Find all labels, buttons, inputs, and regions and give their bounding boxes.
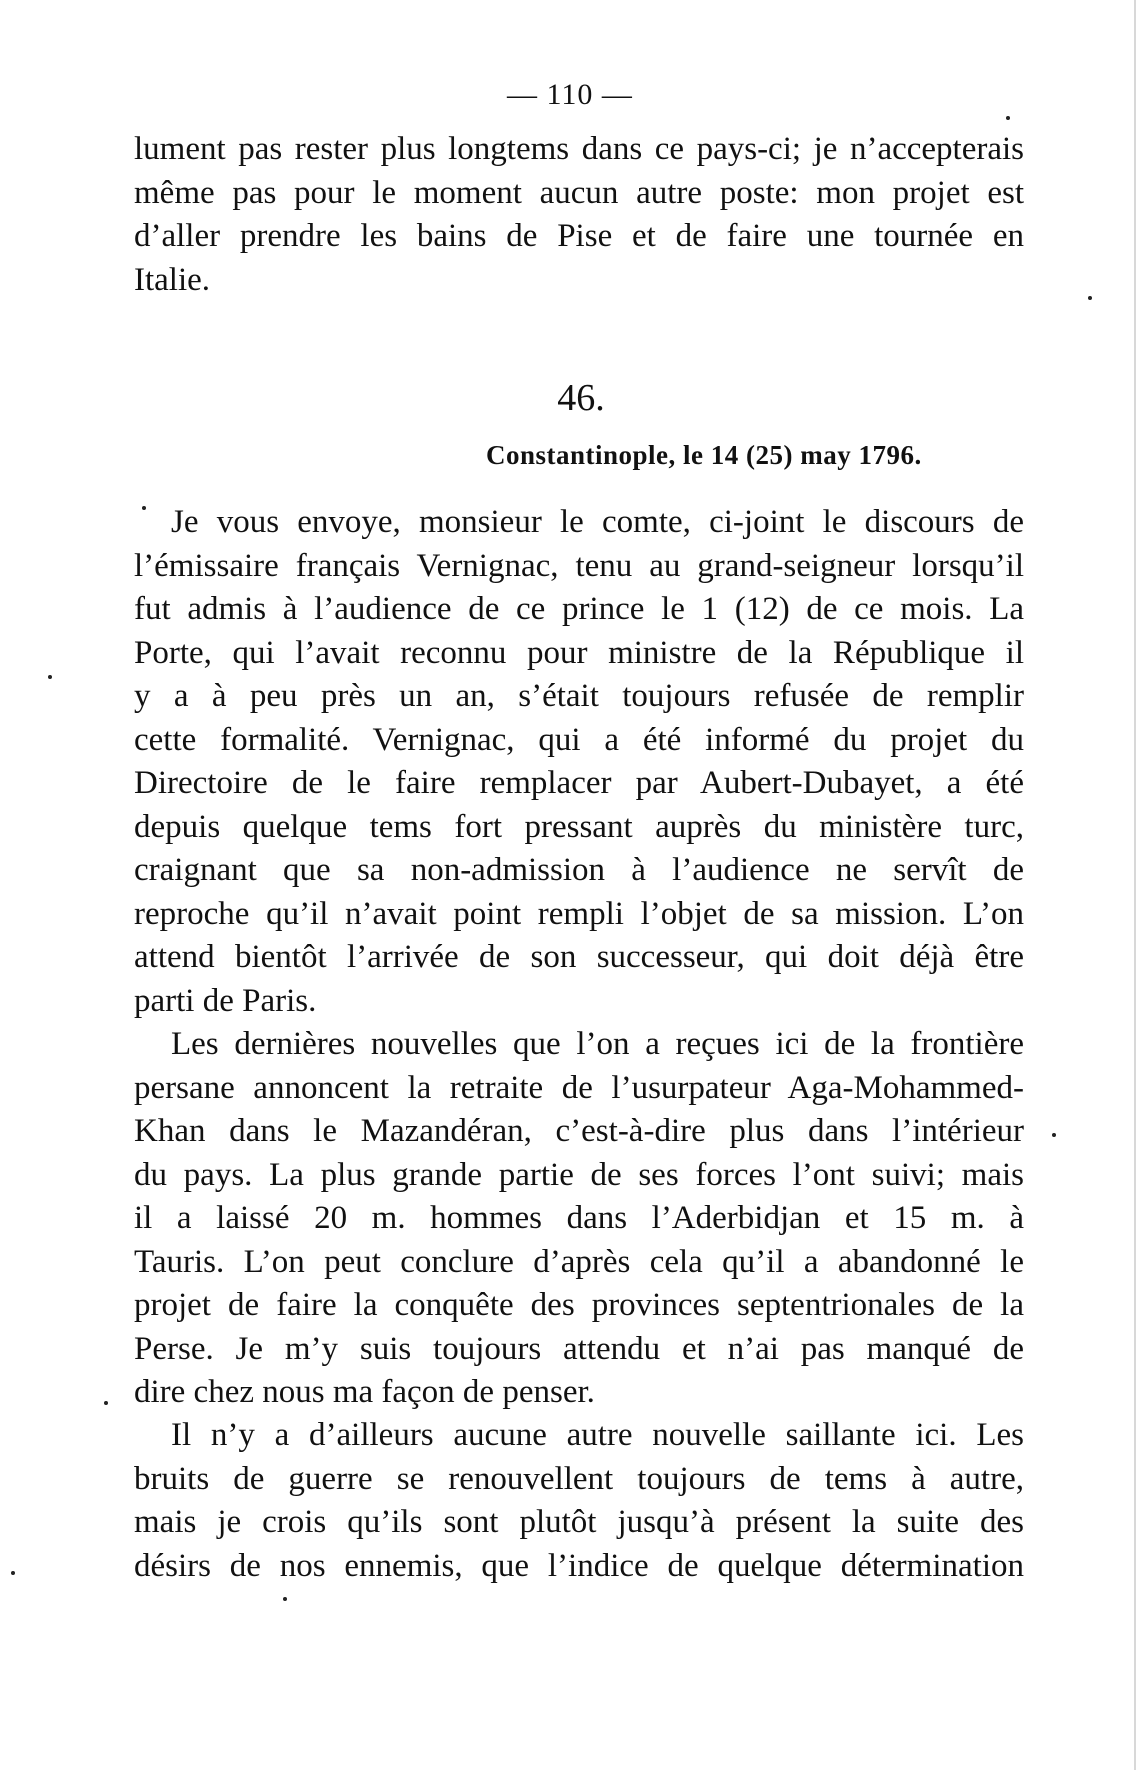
text-line: fut admis à l’audience de ce prince le 1 (12) de ce mois. La <box>134 591 1024 627</box>
text-line: même pas pour le moment aucun autre poste: mon projet est <box>134 174 1024 211</box>
page-number: — 110 — <box>507 78 633 111</box>
text-line: persane annoncent la retraite de l’usurpateur Aga-Mohammed- <box>134 1069 1024 1106</box>
page-edge <box>1134 0 1136 1770</box>
text-line: Il n’y a d’ailleurs aucune autre nouvelle saillante ici. Les <box>171 1417 1024 1453</box>
continuation-text <box>134 128 1024 302</box>
text-line: depuis quelque tems fort pressant auprès du ministère turc, <box>134 808 1024 845</box>
text-line: Porte, qui l’avait reconnu pour ministre de la République il <box>134 634 1024 671</box>
text-line: reproche qu’il n’avait point rempli l’objet de sa mission. L’on <box>134 895 1024 932</box>
scan-speck <box>283 1597 287 1601</box>
letter-dateline: Constantinople, le 14 (25) may 1796. <box>486 440 922 470</box>
scan-speck <box>104 1401 108 1405</box>
paragraph-2 <box>134 1023 1024 1415</box>
scan-speck <box>11 1571 15 1575</box>
text-line: d’aller prendre les bains de Pise et de faire une tournée en <box>134 218 1024 254</box>
text-line: Les dernières nouvelles que l’on a reçues ici de la frontière <box>171 1026 1024 1062</box>
text-line: lument pas rester plus longtems dans ce pays-ci; je n’accepterais <box>134 131 1024 167</box>
scan-speck <box>1006 116 1010 120</box>
text-line: projet de faire la conquête des provinces septentrionales de la <box>134 1287 1024 1323</box>
text-line: mais je crois qu’ils sont plutôt jusqu’à présent la suite des <box>134 1504 1024 1540</box>
text-line: parti de Paris. <box>134 982 317 1019</box>
scan-speck <box>1052 1133 1056 1137</box>
text-line: Je vous envoye, monsieur le comte, ci-joint le discours de <box>171 504 1024 540</box>
text-line: l’émissaire français Vernignac, tenu au grand-seigneur lorsqu’il <box>134 547 1024 584</box>
text-line: dire chez nous ma façon de penser. <box>134 1374 595 1410</box>
text-line: Khan dans le Mazandéran, c’est-à-dire plus dans l’intérieur <box>134 1113 1024 1149</box>
text-line: craignant que sa non-admission à l’audience ne servît de <box>134 852 1024 888</box>
text-line: y a à peu près un an, s’était toujours refusée de remplir <box>134 678 1024 714</box>
paragraph-3 <box>134 1414 1024 1588</box>
scan-speck <box>142 506 146 510</box>
text-line: Perse. Je m’y suis toujours attendu et n’ai pas manqué de <box>134 1330 1024 1367</box>
text-line: cette formalité. Vernignac, qui a été informé du projet du <box>134 721 1024 758</box>
scan-speck <box>48 675 52 679</box>
letter-number: 46. <box>557 377 605 419</box>
text-line: désirs de nos ennemis, que l’indice de quelque détermination <box>134 1547 1024 1584</box>
text-line: du pays. La plus grande partie de ses forces l’ont suivi; mais <box>134 1156 1024 1193</box>
text-line: Directoire de le faire remplacer par Aubert-Dubayet, a été <box>134 765 1024 801</box>
text-line: bruits de guerre se renouvellent toujours de tems à autre, <box>134 1460 1024 1497</box>
scan-speck <box>1088 296 1092 300</box>
text-line: Tauris. L’on peut conclure d’après cela qu’il a abandonné le <box>134 1243 1024 1280</box>
text-line: il a laissé 20 m. hommes dans l’Aderbidjan et 15 m. à <box>134 1200 1024 1236</box>
text-line: Italie. <box>134 261 211 298</box>
paragraph-1 <box>134 501 1024 1023</box>
text-line: attend bientôt l’arrivée de son successeur, qui doit déjà être <box>134 939 1024 975</box>
